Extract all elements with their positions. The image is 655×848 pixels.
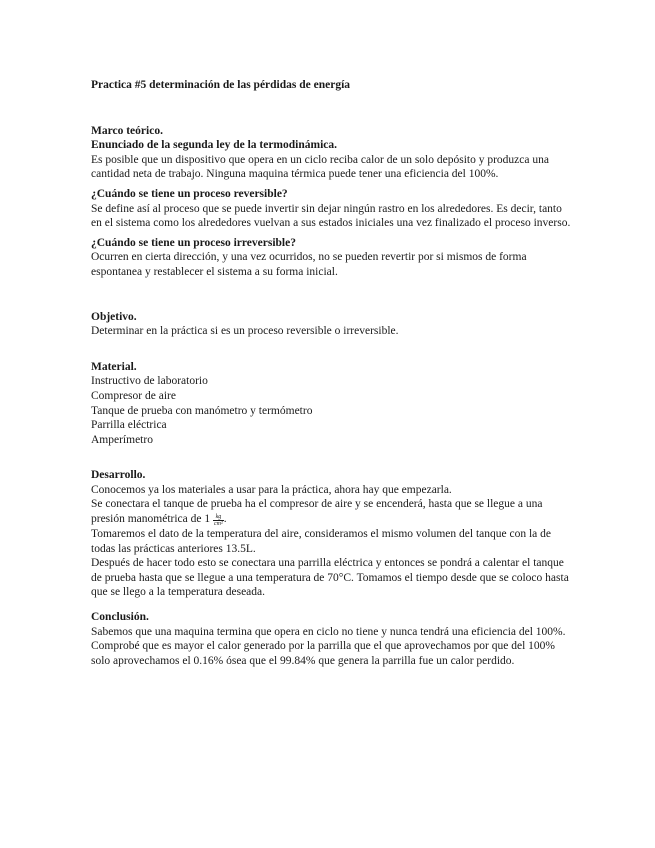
desarrollo-paragraph-3: Tomaremos el dato de la temperatura del aire, consideramos el mismo volumen del tanque con la de todas las prácticas anteriores 13.5L.	[91, 528, 551, 555]
section-marco-teorico	[91, 124, 571, 280]
material-item: Compresor de aire	[91, 389, 176, 402]
material-heading: Material.	[91, 360, 137, 373]
conclusion-text: Sabemos que una maquina termina que opera en ciclo no tiene y nunca tendrá una eficiencia del 100%. Comprobé que es mayor el calor generado por la parrilla que el que aprovechamos por que del 100% solo aprovechamos el 0.16% ósea que el 99.84% que genera la parrilla fue un calor perdido.	[91, 625, 566, 667]
pressure-text-end: .	[223, 513, 227, 526]
marco-text: Es posible que un dispositivo que opera en un ciclo reciba calor de un solo depósito y produzca una cantidad neta de trabajo. Ninguna maquina térmica puede tener una eficiencia del 100%.	[91, 153, 549, 181]
material-item: Tanque de prueba con manómetro y termómetro	[91, 404, 313, 417]
material-item: Parrilla eléctrica	[91, 419, 167, 432]
objetivo-heading: Objetivo.	[91, 310, 137, 323]
desarrollo-heading: Desarrollo.	[91, 469, 146, 482]
irreversible-question: ¿Cuándo se tiene un proceso irreversible?	[91, 236, 296, 249]
pressure-text: Se conectara el tanque de prueba ha el compresor de aire y se encenderá, hasta que se llegue a una presión manométrica de 1	[91, 498, 543, 526]
reversible-answer: Se define así al proceso que se puede invertir sin dejar ningún rastro en los alrededores. Es decir, tanto en el sistema como los alrededores vuelvan a sus estados iniciales una vez finalizado el proceso inverso.	[91, 202, 571, 230]
section-desarrollo	[91, 468, 571, 600]
unit-numerator: kg	[213, 514, 224, 521]
section-objetivo	[91, 310, 571, 339]
section-conclusion	[91, 610, 571, 668]
material-item: Instructivo de laboratorio	[91, 375, 208, 388]
unit-denominator: cm²	[214, 521, 223, 528]
desarrollo-paragraph-1: Conocemos ya los materiales a usar para la práctica, ahora hay que empezarla.	[91, 483, 452, 496]
marco-heading: Marco teórico.	[91, 124, 163, 137]
section-material	[91, 360, 571, 448]
desarrollo-paragraph-2	[91, 497, 571, 527]
document-title: Practica #5 determinación de las pérdidas de energía	[91, 79, 351, 91]
objetivo-text: Determinar en la práctica si es un proceso reversible o irreversible.	[91, 325, 399, 338]
marco-subheading: Enunciado de la segunda ley de la termodinámica.	[91, 139, 337, 152]
pressure-unit-fraction	[213, 514, 224, 527]
document-body	[91, 78, 571, 668]
conclusion-heading: Conclusión.	[91, 611, 149, 624]
material-item: Amperímetro	[91, 433, 153, 446]
desarrollo-paragraph-4: Después de hacer todo esto se conectara una parrilla eléctrica y entonces se pondrá a calentar el tanque de prueba hasta que se llegue a una temperatura de 70°C. Tomamos el tiempo desde que se coloco hasta que se llego a la temperatura deseada.	[91, 557, 569, 599]
irreversible-answer: Ocurren en cierta dirección, y una vez ocurridos, no se pueden revertir por si mismos de forma espontanea y restablecer el sistema a su forma inicial.	[91, 251, 527, 278]
reversible-question: ¿Cuándo se tiene un proceso reversible?	[91, 187, 288, 200]
